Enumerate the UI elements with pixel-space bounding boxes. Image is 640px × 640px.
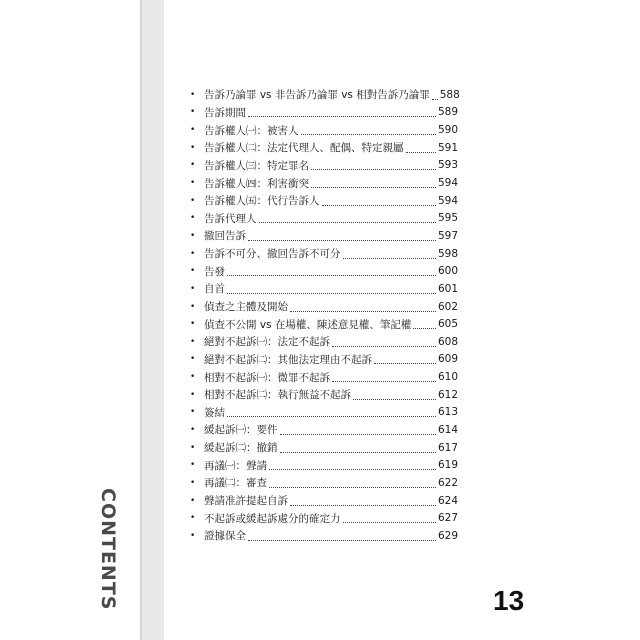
bullet-icon: • xyxy=(190,248,196,259)
toc-entry[interactable] xyxy=(190,298,458,316)
toc-entry-title: 撤回告訴 xyxy=(204,230,246,243)
dot-leader xyxy=(374,362,436,364)
toc-entry-title: 自首 xyxy=(204,283,225,296)
dot-leader xyxy=(269,468,436,470)
toc-entry-page: 594 xyxy=(437,194,458,207)
toc-entry[interactable] xyxy=(190,404,458,422)
bullet-icon: • xyxy=(190,354,196,365)
toc-entry[interactable] xyxy=(190,192,458,210)
dot-leader xyxy=(280,433,436,435)
toc-entry-page: 591 xyxy=(437,141,458,154)
bullet-icon: • xyxy=(190,195,196,206)
toc-entry-page: 589 xyxy=(437,106,458,119)
toc-entry[interactable] xyxy=(190,209,458,227)
dot-leader xyxy=(227,415,436,417)
toc-entry-page: 601 xyxy=(437,282,458,295)
toc-entry[interactable] xyxy=(190,86,458,104)
toc-entry-page: 602 xyxy=(437,300,458,313)
toc-entry-page: 609 xyxy=(437,353,458,366)
toc-entry[interactable] xyxy=(190,245,458,263)
toc-entry-title: 告訴權人㈠：被害人 xyxy=(204,124,299,137)
toc-entry[interactable] xyxy=(190,262,458,280)
toc-entry-page: 598 xyxy=(437,247,458,260)
dot-leader xyxy=(248,239,436,241)
toc-entry[interactable] xyxy=(190,509,458,527)
toc-entry-title: 告訴權人㈢：特定罪名 xyxy=(204,159,309,172)
toc-entry-page: 595 xyxy=(437,212,458,225)
toc-entry-title: 簽結 xyxy=(204,406,225,419)
toc-entry[interactable] xyxy=(190,104,458,122)
dot-leader xyxy=(322,204,436,206)
toc-entry-title: 告訴權人㈤：代行告訴人 xyxy=(204,195,320,208)
dot-leader xyxy=(280,451,436,453)
dot-leader xyxy=(343,257,436,259)
toc-entry-title: 相對不起訴㈠：微罪不起訴 xyxy=(204,371,330,384)
dot-leader xyxy=(406,151,436,153)
toc-entry-page: 605 xyxy=(437,318,458,331)
toc-entry-title: 聲請准許提起自訴 xyxy=(204,495,288,508)
toc-entry[interactable] xyxy=(190,439,458,457)
bullet-icon: • xyxy=(190,372,196,383)
toc-entry-title: 緩起訴㈡：撤銷 xyxy=(204,442,278,455)
toc-entry-page: 624 xyxy=(437,494,458,507)
toc-entry-title: 絕對不起訴㈡：其他法定理由不起訴 xyxy=(204,353,372,366)
toc-entry[interactable] xyxy=(190,527,458,545)
toc-entry-title: 告訴權人㈡：法定代理人、配偶、特定親屬 xyxy=(204,142,404,155)
toc-entry[interactable] xyxy=(190,386,458,404)
dot-leader xyxy=(248,539,436,541)
dot-leader xyxy=(353,398,436,400)
toc-entry-title: 再議㈠：聲請 xyxy=(204,459,267,472)
toc-entry-page: 594 xyxy=(437,177,458,190)
toc-entry-page: 608 xyxy=(437,335,458,348)
toc-entry[interactable] xyxy=(190,139,458,157)
toc-entry[interactable] xyxy=(190,174,458,192)
dot-leader xyxy=(332,345,436,347)
toc-entry[interactable] xyxy=(190,280,458,298)
table-of-contents xyxy=(190,86,458,545)
toc-entry-title: 告訴期間 xyxy=(204,106,246,119)
toc-entry-page: 590 xyxy=(437,124,458,137)
dot-leader xyxy=(311,186,436,188)
dot-leader xyxy=(432,98,438,100)
bullet-icon: • xyxy=(190,301,196,312)
bullet-icon: • xyxy=(190,125,196,136)
dot-leader xyxy=(227,292,436,294)
toc-entry-title: 告訴權人㈣：利害衝突 xyxy=(204,177,309,190)
bullet-icon: • xyxy=(190,266,196,277)
toc-entry-title: 緩起訴㈠：要件 xyxy=(204,424,278,437)
toc-entry-page: 622 xyxy=(437,476,458,489)
dot-leader xyxy=(227,274,436,276)
toc-entry-page: 600 xyxy=(437,265,458,278)
toc-entry[interactable] xyxy=(190,121,458,139)
side-band xyxy=(142,0,164,640)
toc-entry-title: 再議㈡：審查 xyxy=(204,477,267,490)
bullet-icon: • xyxy=(190,213,196,224)
bullet-icon: • xyxy=(190,513,196,524)
toc-entry-page: 629 xyxy=(437,529,458,542)
toc-entry[interactable] xyxy=(190,351,458,369)
toc-entry-page: 610 xyxy=(437,371,458,384)
toc-entry-page: 614 xyxy=(437,423,458,436)
dot-leader xyxy=(259,221,436,223)
dot-leader xyxy=(301,133,436,135)
toc-entry[interactable] xyxy=(190,315,458,333)
toc-entry-title: 不起訴或緩起訴處分的確定力 xyxy=(204,512,341,525)
toc-entry-title: 相對不起訴㈡：執行無益不起訴 xyxy=(204,389,351,402)
toc-entry-title: 告發 xyxy=(204,265,225,278)
bullet-icon: • xyxy=(190,530,196,541)
bullet-icon: • xyxy=(190,407,196,418)
toc-entry-title: 告訴不可分、撤回告訴不可分 xyxy=(204,248,341,261)
toc-entry-title: 證據保全 xyxy=(204,530,246,543)
toc-entry-title: 絕對不起訴㈠：法定不起訴 xyxy=(204,336,330,349)
dot-leader xyxy=(269,486,436,488)
contents-side-label: CONTENTS xyxy=(97,488,119,611)
toc-entry-title: 偵查不公開 vs 在場權、陳述意見權、筆記權 xyxy=(204,318,412,331)
toc-entry-page: 613 xyxy=(437,406,458,419)
dot-leader xyxy=(290,504,436,506)
bullet-icon: • xyxy=(190,107,196,118)
toc-entry[interactable] xyxy=(190,368,458,386)
toc-entry[interactable] xyxy=(190,492,458,510)
toc-entry[interactable] xyxy=(190,227,458,245)
toc-entry[interactable] xyxy=(190,421,458,439)
toc-entry-page: 593 xyxy=(437,159,458,172)
toc-entry-page: 588 xyxy=(439,88,460,101)
page-number: 13 xyxy=(493,585,525,616)
bullet-icon: • xyxy=(190,319,196,330)
bullet-icon: • xyxy=(190,336,196,347)
toc-entry-page: 619 xyxy=(437,459,458,472)
bullet-icon: • xyxy=(190,442,196,453)
dot-leader xyxy=(413,327,436,329)
bullet-icon: • xyxy=(190,283,196,294)
bullet-icon: • xyxy=(190,178,196,189)
bullet-icon: • xyxy=(190,495,196,506)
bullet-icon: • xyxy=(190,460,196,471)
toc-entry-title: 告訴代理人 xyxy=(204,212,257,225)
toc-entry-page: 612 xyxy=(437,388,458,401)
dot-leader xyxy=(248,115,436,117)
bullet-icon: • xyxy=(190,230,196,241)
dot-leader xyxy=(290,310,436,312)
toc-entry[interactable] xyxy=(190,474,458,492)
bullet-icon: • xyxy=(190,160,196,171)
toc-entry-page: 617 xyxy=(437,441,458,454)
bullet-icon: • xyxy=(190,89,196,100)
dot-leader xyxy=(332,380,436,382)
bullet-icon: • xyxy=(190,477,196,488)
bullet-icon: • xyxy=(190,142,196,153)
toc-entry-page: 627 xyxy=(437,512,458,525)
dot-leader xyxy=(343,521,436,523)
toc-entry-title: 偵查之主體及開始 xyxy=(204,301,288,313)
bullet-icon: • xyxy=(190,424,196,435)
toc-entry-page: 597 xyxy=(437,229,458,242)
toc-entry[interactable] xyxy=(190,333,458,351)
bullet-icon: • xyxy=(190,389,196,400)
dot-leader xyxy=(311,168,436,170)
toc-entry-title: 告訴乃論罪 vs 非告訴乃論罪 vs 相對告訴乃論罪 xyxy=(204,89,430,102)
toc-entry[interactable] xyxy=(190,157,458,175)
toc-entry[interactable] xyxy=(190,456,458,474)
